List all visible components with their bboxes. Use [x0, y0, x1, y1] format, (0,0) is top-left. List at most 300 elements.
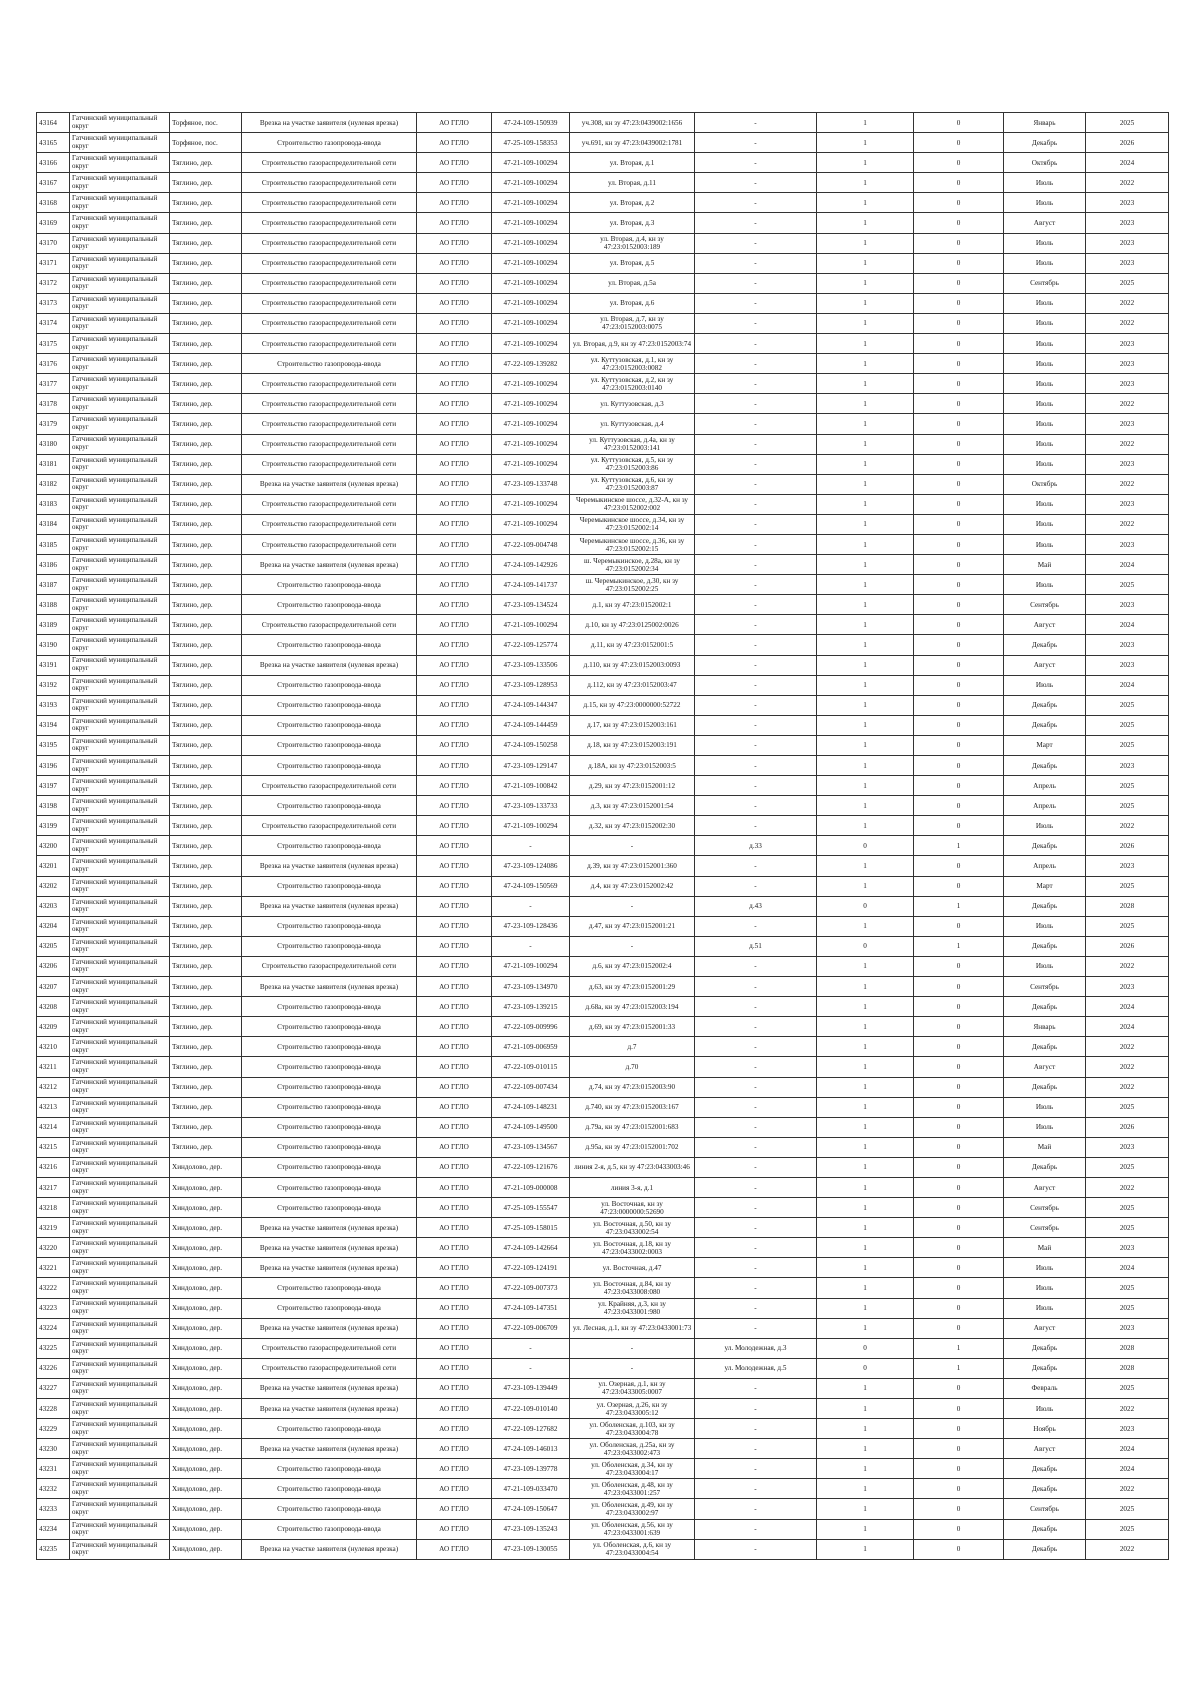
row-number: 43166: [37, 153, 70, 173]
land-plot-address-cell: д.18, кн зу 47:23:0152003:191: [570, 735, 695, 755]
year-cell: 2022: [1086, 394, 1169, 414]
work-type-cell: Врезка на участке заявителя (нулевая врезка): [242, 896, 417, 916]
locality-cell: Торфяное, пос.: [170, 133, 242, 153]
row-number: 43172: [37, 273, 70, 293]
application-number-cell: 47-23-109-133506: [492, 655, 570, 675]
locality-cell: Тяглино, дер.: [170, 997, 242, 1017]
work-type-cell: Врезка на участке заявителя (нулевая врезка): [242, 1439, 417, 1459]
municipality-cell: Гатчинский муниципальный округ: [70, 1117, 170, 1137]
work-type-cell: Строительство газораспределительной сети: [242, 454, 417, 474]
land-plot-address-cell: ул. Оболенская, д.49, кн зу 47:23:0433002:97: [570, 1499, 695, 1519]
municipality-cell: Гатчинский муниципальный округ: [70, 796, 170, 816]
locality-cell: Тяглино, дер.: [170, 193, 242, 213]
land-plot-address-cell: Черемыкинское шоссе, д.32-А, кн зу 47:23:0152002:002: [570, 494, 695, 514]
address-cell: -: [695, 1298, 817, 1318]
application-number-cell: 47-23-109-128953: [492, 675, 570, 695]
work-type-cell: Строительство газораспределительной сети: [242, 394, 417, 414]
address-cell: -: [695, 1037, 817, 1057]
locality-cell: Тяглино, дер.: [170, 735, 242, 755]
year-cell: 2023: [1086, 1137, 1169, 1157]
indicator-2-cell: 0: [914, 1057, 1004, 1077]
row-number: 43187: [37, 575, 70, 595]
work-type-cell: Строительство газопровода-ввода: [242, 836, 417, 856]
indicator-1-cell: 1: [817, 1298, 914, 1318]
application-number-cell: 47-23-109-124086: [492, 856, 570, 876]
row-number: 43218: [37, 1198, 70, 1218]
indicator-2-cell: 1: [914, 1358, 1004, 1378]
address-cell: -: [695, 354, 817, 374]
application-number-cell: 47-21-109-100294: [492, 273, 570, 293]
table-row: [37, 153, 1169, 173]
municipality-cell: Гатчинский муниципальный округ: [70, 494, 170, 514]
municipality-cell: Гатчинский муниципальный округ: [70, 916, 170, 936]
gasification-table: [36, 112, 1169, 1560]
year-cell: 2025: [1086, 735, 1169, 755]
month-cell: Декабрь: [1004, 1358, 1086, 1378]
land-plot-address-cell: Черемыкинское шоссе, д.36, кн зу 47:23:0152002:15: [570, 534, 695, 554]
application-number-cell: 47-21-109-100294: [492, 193, 570, 213]
indicator-2-cell: 0: [914, 1378, 1004, 1398]
organization-cell: АО ГГЛО: [417, 936, 492, 956]
locality-cell: Тяглино, дер.: [170, 514, 242, 534]
row-number: 43233: [37, 1499, 70, 1519]
month-cell: Июль: [1004, 313, 1086, 333]
organization-cell: АО ГГЛО: [417, 997, 492, 1017]
land-plot-address-cell: -: [570, 836, 695, 856]
month-cell: Декабрь: [1004, 1479, 1086, 1499]
indicator-1-cell: 1: [817, 1017, 914, 1037]
month-cell: Июль: [1004, 956, 1086, 976]
organization-cell: АО ГГЛО: [417, 1077, 492, 1097]
work-type-cell: Строительство газораспределительной сети: [242, 494, 417, 514]
work-type-cell: Строительство газопровода-ввода: [242, 595, 417, 615]
table-row: [37, 756, 1169, 776]
year-cell: 2022: [1086, 474, 1169, 494]
address-cell: -: [695, 1539, 817, 1559]
locality-cell: Хиндолово, дер.: [170, 1399, 242, 1419]
year-cell: 2024: [1086, 555, 1169, 575]
organization-cell: АО ГГЛО: [417, 715, 492, 735]
organization-cell: АО ГГЛО: [417, 1057, 492, 1077]
table-row: [37, 253, 1169, 273]
address-cell: -: [695, 474, 817, 494]
locality-cell: Тяглино, дер.: [170, 1037, 242, 1057]
indicator-1-cell: 1: [817, 1097, 914, 1117]
indicator-2-cell: 0: [914, 1419, 1004, 1439]
table-row: [37, 1519, 1169, 1539]
organization-cell: АО ГГЛО: [417, 575, 492, 595]
row-number: 43192: [37, 675, 70, 695]
organization-cell: АО ГГЛО: [417, 635, 492, 655]
table-row: [37, 213, 1169, 233]
land-plot-address-cell: ул. Куттузовская, д.3: [570, 394, 695, 414]
table-row: [37, 695, 1169, 715]
locality-cell: Тяглино, дер.: [170, 816, 242, 836]
year-cell: 2025: [1086, 916, 1169, 936]
indicator-2-cell: 0: [914, 494, 1004, 514]
table-row: [37, 715, 1169, 735]
indicator-2-cell: 0: [914, 1399, 1004, 1419]
row-number: 43198: [37, 796, 70, 816]
month-cell: Февраль: [1004, 1378, 1086, 1398]
year-cell: 2022: [1086, 1077, 1169, 1097]
application-number-cell: 47-24-109-148231: [492, 1097, 570, 1117]
row-number: 43190: [37, 635, 70, 655]
indicator-2-cell: 0: [914, 1177, 1004, 1197]
table-row: [37, 494, 1169, 514]
year-cell: 2023: [1086, 233, 1169, 253]
organization-cell: АО ГГЛО: [417, 133, 492, 153]
locality-cell: Тяглино, дер.: [170, 334, 242, 354]
address-cell: -: [695, 635, 817, 655]
row-number: 43235: [37, 1539, 70, 1559]
month-cell: Июль: [1004, 534, 1086, 554]
indicator-1-cell: 1: [817, 474, 914, 494]
indicator-1-cell: 1: [817, 575, 914, 595]
locality-cell: Тяглино, дер.: [170, 615, 242, 635]
application-number-cell: 47-23-109-134970: [492, 977, 570, 997]
year-cell: 2025: [1086, 1157, 1169, 1177]
organization-cell: АО ГГЛО: [417, 313, 492, 333]
row-number: 43219: [37, 1218, 70, 1238]
work-type-cell: Строительство газораспределительной сети: [242, 1358, 417, 1378]
work-type-cell: Врезка на участке заявителя (нулевая врезка): [242, 1399, 417, 1419]
application-number-cell: 47-22-109-010115: [492, 1057, 570, 1077]
indicator-2-cell: 0: [914, 1137, 1004, 1157]
application-number-cell: -: [492, 1358, 570, 1378]
application-number-cell: 47-21-109-100842: [492, 776, 570, 796]
work-type-cell: Строительство газопровода-ввода: [242, 133, 417, 153]
address-cell: -: [695, 1459, 817, 1479]
land-plot-address-cell: ул. Восточная, д.47: [570, 1258, 695, 1278]
organization-cell: АО ГГЛО: [417, 1137, 492, 1157]
municipality-cell: Гатчинский муниципальный округ: [70, 414, 170, 434]
organization-cell: АО ГГЛО: [417, 233, 492, 253]
month-cell: Июль: [1004, 173, 1086, 193]
municipality-cell: Гатчинский муниципальный округ: [70, 1037, 170, 1057]
application-number-cell: 47-21-109-006959: [492, 1037, 570, 1057]
month-cell: Сентябрь: [1004, 977, 1086, 997]
indicator-1-cell: 1: [817, 1218, 914, 1238]
year-cell: 2025: [1086, 113, 1169, 133]
municipality-cell: Гатчинский муниципальный округ: [70, 977, 170, 997]
application-number-cell: 47-23-109-129147: [492, 756, 570, 776]
locality-cell: Тяглино, дер.: [170, 575, 242, 595]
application-number-cell: 47-22-109-121676: [492, 1157, 570, 1177]
locality-cell: Тяглино, дер.: [170, 233, 242, 253]
indicator-2-cell: 0: [914, 414, 1004, 434]
locality-cell: Тяглино, дер.: [170, 876, 242, 896]
locality-cell: Тяглино, дер.: [170, 655, 242, 675]
work-type-cell: Строительство газораспределительной сети: [242, 816, 417, 836]
address-cell: -: [695, 434, 817, 454]
month-cell: Декабрь: [1004, 756, 1086, 776]
year-cell: 2025: [1086, 1218, 1169, 1238]
indicator-2-cell: 0: [914, 555, 1004, 575]
work-type-cell: Врезка на участке заявителя (нулевая врезка): [242, 856, 417, 876]
address-cell: -: [695, 1479, 817, 1499]
indicator-2-cell: 1: [914, 936, 1004, 956]
application-number-cell: 47-23-109-134567: [492, 1137, 570, 1157]
locality-cell: Хиндолово, дер.: [170, 1177, 242, 1197]
month-cell: Декабрь: [1004, 936, 1086, 956]
work-type-cell: Строительство газораспределительной сети: [242, 374, 417, 394]
year-cell: 2023: [1086, 595, 1169, 615]
indicator-1-cell: 1: [817, 534, 914, 554]
organization-cell: АО ГГЛО: [417, 876, 492, 896]
year-cell: 2028: [1086, 1338, 1169, 1358]
indicator-2-cell: 0: [914, 675, 1004, 695]
work-type-cell: Врезка на участке заявителя (нулевая врезка): [242, 1218, 417, 1238]
indicator-1-cell: 1: [817, 273, 914, 293]
indicator-2-cell: 0: [914, 756, 1004, 776]
month-cell: Август: [1004, 213, 1086, 233]
indicator-2-cell: 0: [914, 293, 1004, 313]
table-row: [37, 193, 1169, 213]
address-cell: -: [695, 313, 817, 333]
organization-cell: АО ГГЛО: [417, 454, 492, 474]
organization-cell: АО ГГЛО: [417, 655, 492, 675]
year-cell: 2025: [1086, 1378, 1169, 1398]
application-number-cell: 47-22-109-006709: [492, 1318, 570, 1338]
work-type-cell: Строительство газопровода-ввода: [242, 756, 417, 776]
application-number-cell: -: [492, 896, 570, 916]
row-number: 43229: [37, 1419, 70, 1439]
land-plot-address-cell: д.74, кн зу 47:23:0152003:90: [570, 1077, 695, 1097]
row-number: 43197: [37, 776, 70, 796]
indicator-2-cell: 0: [914, 615, 1004, 635]
table-row: [37, 454, 1169, 474]
row-number: 43165: [37, 133, 70, 153]
address-cell: -: [695, 1278, 817, 1298]
application-number-cell: 47-21-109-100294: [492, 514, 570, 534]
work-type-cell: Строительство газораспределительной сети: [242, 173, 417, 193]
indicator-1-cell: 1: [817, 1258, 914, 1278]
indicator-1-cell: 1: [817, 1519, 914, 1539]
land-plot-address-cell: Черемыкинское шоссе, д.34, кн зу 47:23:0152002:14: [570, 514, 695, 534]
year-cell: 2028: [1086, 896, 1169, 916]
municipality-cell: Гатчинский муниципальный округ: [70, 1278, 170, 1298]
municipality-cell: Гатчинский муниципальный округ: [70, 1399, 170, 1419]
municipality-cell: Гатчинский муниципальный округ: [70, 1137, 170, 1157]
table-row: [37, 1238, 1169, 1258]
address-cell: -: [695, 956, 817, 976]
month-cell: Август: [1004, 1318, 1086, 1338]
year-cell: 2023: [1086, 655, 1169, 675]
municipality-cell: Гатчинский муниципальный округ: [70, 1218, 170, 1238]
row-number: 43188: [37, 595, 70, 615]
indicator-1-cell: 1: [817, 977, 914, 997]
application-number-cell: 47-21-109-100294: [492, 816, 570, 836]
application-number-cell: 47-24-109-150939: [492, 113, 570, 133]
table-row: [37, 1198, 1169, 1218]
locality-cell: Хиндолово, дер.: [170, 1318, 242, 1338]
month-cell: Сентябрь: [1004, 1499, 1086, 1519]
application-number-cell: 47-24-109-141737: [492, 575, 570, 595]
year-cell: 2025: [1086, 1499, 1169, 1519]
month-cell: Август: [1004, 615, 1086, 635]
month-cell: Декабрь: [1004, 695, 1086, 715]
land-plot-address-cell: д.18А, кн зу 47:23:0152003:5: [570, 756, 695, 776]
organization-cell: АО ГГЛО: [417, 735, 492, 755]
address-cell: д.51: [695, 936, 817, 956]
locality-cell: Хиндолово, дер.: [170, 1278, 242, 1298]
municipality-cell: Гатчинский муниципальный округ: [70, 293, 170, 313]
indicator-1-cell: 1: [817, 253, 914, 273]
land-plot-address-cell: ул. Куттузовская, д.2, кн зу 47:23:0152003:0140: [570, 374, 695, 394]
year-cell: 2023: [1086, 977, 1169, 997]
indicator-2-cell: 0: [914, 1077, 1004, 1097]
application-number-cell: 47-24-109-144347: [492, 695, 570, 715]
locality-cell: Хиндолово, дер.: [170, 1378, 242, 1398]
table-row: [37, 1479, 1169, 1499]
organization-cell: АО ГГЛО: [417, 1318, 492, 1338]
locality-cell: Тяглино, дер.: [170, 454, 242, 474]
year-cell: 2023: [1086, 253, 1169, 273]
municipality-cell: Гатчинский муниципальный округ: [70, 253, 170, 273]
municipality-cell: Гатчинский муниципальный округ: [70, 1439, 170, 1459]
municipality-cell: Гатчинский муниципальный округ: [70, 1358, 170, 1378]
organization-cell: АО ГГЛО: [417, 776, 492, 796]
work-type-cell: Врезка на участке заявителя (нулевая врезка): [242, 1378, 417, 1398]
indicator-2-cell: 0: [914, 916, 1004, 936]
indicator-1-cell: 1: [817, 1499, 914, 1519]
organization-cell: АО ГГЛО: [417, 153, 492, 173]
application-number-cell: 47-22-109-010140: [492, 1399, 570, 1419]
indicator-2-cell: 0: [914, 997, 1004, 1017]
table-row: [37, 1177, 1169, 1197]
indicator-1-cell: 1: [817, 816, 914, 836]
row-number: 43168: [37, 193, 70, 213]
address-cell: -: [695, 615, 817, 635]
work-type-cell: Строительство газораспределительной сети: [242, 1338, 417, 1358]
municipality-cell: Гатчинский муниципальный округ: [70, 1238, 170, 1258]
indicator-1-cell: 1: [817, 1057, 914, 1077]
month-cell: Январь: [1004, 113, 1086, 133]
month-cell: Июль: [1004, 374, 1086, 394]
indicator-1-cell: 1: [817, 997, 914, 1017]
work-type-cell: Строительство газораспределительной сети: [242, 313, 417, 333]
municipality-cell: Гатчинский муниципальный округ: [70, 514, 170, 534]
work-type-cell: Строительство газопровода-ввода: [242, 1519, 417, 1539]
row-number: 43216: [37, 1157, 70, 1177]
locality-cell: Торфяное, пос.: [170, 113, 242, 133]
indicator-2-cell: 0: [914, 655, 1004, 675]
row-number: 43227: [37, 1378, 70, 1398]
indicator-2-cell: 0: [914, 1479, 1004, 1499]
year-cell: 2022: [1086, 816, 1169, 836]
application-number-cell: 47-22-109-007373: [492, 1278, 570, 1298]
municipality-cell: Гатчинский муниципальный округ: [70, 534, 170, 554]
address-cell: -: [695, 655, 817, 675]
month-cell: Декабрь: [1004, 1037, 1086, 1057]
indicator-2-cell: 0: [914, 1258, 1004, 1278]
indicator-1-cell: 1: [817, 876, 914, 896]
table-row: [37, 1077, 1169, 1097]
table-row: [37, 1338, 1169, 1358]
organization-cell: АО ГГЛО: [417, 856, 492, 876]
year-cell: 2024: [1086, 1439, 1169, 1459]
indicator-2-cell: 0: [914, 233, 1004, 253]
indicator-1-cell: 1: [817, 655, 914, 675]
locality-cell: Тяглино, дер.: [170, 474, 242, 494]
row-number: 43213: [37, 1097, 70, 1117]
municipality-cell: Гатчинский муниципальный округ: [70, 675, 170, 695]
land-plot-address-cell: ул. Вторая, д.3: [570, 213, 695, 233]
municipality-cell: Гатчинский муниципальный округ: [70, 896, 170, 916]
organization-cell: АО ГГЛО: [417, 1459, 492, 1479]
row-number: 43230: [37, 1439, 70, 1459]
organization-cell: АО ГГЛО: [417, 1298, 492, 1318]
address-cell: -: [695, 776, 817, 796]
organization-cell: АО ГГЛО: [417, 474, 492, 494]
indicator-1-cell: 1: [817, 756, 914, 776]
indicator-2-cell: 0: [914, 776, 1004, 796]
month-cell: Июль: [1004, 514, 1086, 534]
month-cell: Август: [1004, 1439, 1086, 1459]
indicator-1-cell: 1: [817, 1479, 914, 1499]
row-number: 43184: [37, 514, 70, 534]
row-number: 43167: [37, 173, 70, 193]
month-cell: Март: [1004, 876, 1086, 896]
table-row: [37, 1358, 1169, 1378]
application-number-cell: 47-21-109-100294: [492, 414, 570, 434]
address-cell: -: [695, 1017, 817, 1037]
row-number: 43176: [37, 354, 70, 374]
row-number: 43189: [37, 615, 70, 635]
indicator-2-cell: 0: [914, 1539, 1004, 1559]
address-cell: -: [695, 796, 817, 816]
land-plot-address-cell: ул. Оболенская, д.34, кн зу 47:23:0433004:17: [570, 1459, 695, 1479]
indicator-1-cell: 1: [817, 454, 914, 474]
table-body: [37, 113, 1169, 1560]
organization-cell: АО ГГЛО: [417, 1157, 492, 1177]
year-cell: 2023: [1086, 756, 1169, 776]
organization-cell: АО ГГЛО: [417, 1017, 492, 1037]
address-cell: -: [695, 193, 817, 213]
month-cell: Август: [1004, 1057, 1086, 1077]
table-row: [37, 1218, 1169, 1238]
municipality-cell: Гатчинский муниципальный округ: [70, 615, 170, 635]
table-row: [37, 113, 1169, 133]
work-type-cell: Строительство газопровода-ввода: [242, 715, 417, 735]
work-type-cell: Строительство газопровода-ввода: [242, 876, 417, 896]
locality-cell: Тяглино, дер.: [170, 253, 242, 273]
land-plot-address-cell: д.68а, кн зу 47:23:0152003:194: [570, 997, 695, 1017]
application-number-cell: 47-25-109-155547: [492, 1198, 570, 1218]
year-cell: 2023: [1086, 635, 1169, 655]
address-cell: -: [695, 1097, 817, 1117]
month-cell: Июль: [1004, 233, 1086, 253]
indicator-1-cell: 1: [817, 1077, 914, 1097]
work-type-cell: Строительство газопровода-ввода: [242, 1117, 417, 1137]
municipality-cell: Гатчинский муниципальный округ: [70, 1298, 170, 1318]
month-cell: Июль: [1004, 253, 1086, 273]
work-type-cell: Строительство газопровода-ввода: [242, 1077, 417, 1097]
row-number: 43181: [37, 454, 70, 474]
month-cell: Май: [1004, 1238, 1086, 1258]
indicator-2-cell: 0: [914, 956, 1004, 976]
land-plot-address-cell: ул. Крайняя, д.3, кн зу 47:23:0433001:980: [570, 1298, 695, 1318]
year-cell: 2022: [1086, 1479, 1169, 1499]
land-plot-address-cell: ул. Куттузовская, д.4а, кн зу 47:23:0152003:141: [570, 434, 695, 454]
municipality-cell: Гатчинский муниципальный округ: [70, 1378, 170, 1398]
work-type-cell: Строительство газораспределительной сети: [242, 293, 417, 313]
year-cell: 2022: [1086, 1399, 1169, 1419]
row-number: 43174: [37, 313, 70, 333]
month-cell: Декабрь: [1004, 1539, 1086, 1559]
month-cell: Апрель: [1004, 796, 1086, 816]
